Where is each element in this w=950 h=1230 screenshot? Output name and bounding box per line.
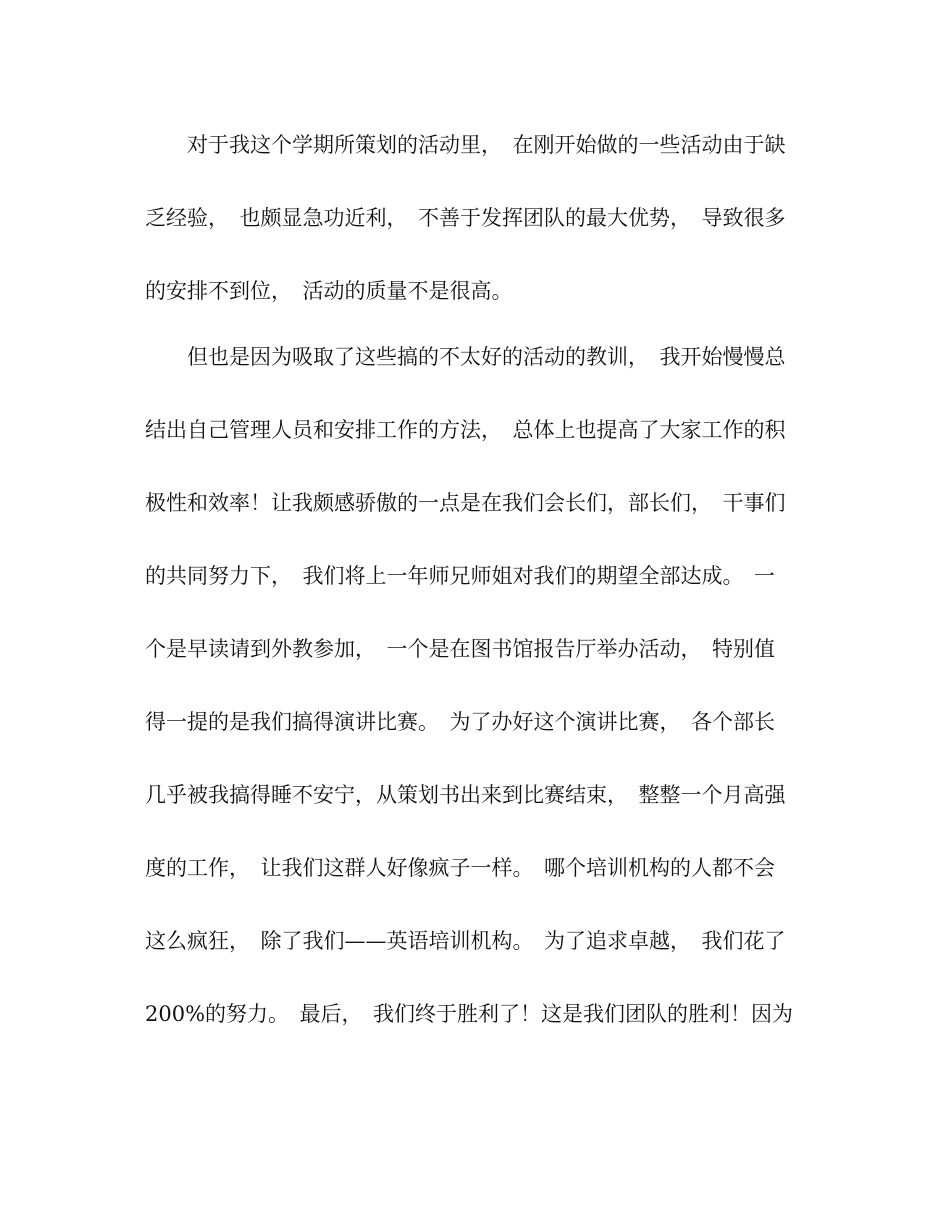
- text-line: 乏经验， 也颇显急功近利， 不善于发挥团队的最大优势， 导致很多: [145, 206, 786, 230]
- text-line: 200%的努力。 最后， 我们终于胜利了！这是我们团队的胜利！因为: [145, 1002, 794, 1026]
- text-line: 得一提的是我们搞得演讲比赛。 为了办好这个演讲比赛， 各个部长: [145, 710, 775, 734]
- text-line: 几乎被我搞得睡不安宁，从策划书出来到比赛结束， 整整一个月高强: [145, 783, 786, 807]
- text-line: 结出自己管理人员和安排工作的方法， 总体上也提高了大家工作的积: [145, 418, 786, 442]
- text-line: 但也是因为吸取了这些搞的不太好的活动的教训， 我开始慢慢总: [145, 345, 786, 369]
- body-text: [145, 125, 810, 1067]
- text-line: 的共同努力下， 我们将上一年师兄师姐对我们的期望全部达成。 一: [145, 564, 775, 588]
- paragraph-2: [145, 337, 810, 1067]
- text-line: 的安排不到位， 活动的质量不是很高。: [145, 279, 513, 303]
- text-line: 对于我这个学期所策划的活动里， 在刚开始做的一些活动由于缺: [145, 133, 786, 157]
- text-line: 个是早读请到外教参加， 一个是在图书馆报告厅举办活动， 特别值: [145, 637, 775, 661]
- text-line: 度的工作， 让我们这群人好像疯子一样。 哪个培训机构的人都不会: [145, 856, 775, 880]
- paragraph-1: [145, 125, 810, 337]
- text-line: 极性和效率！让我颇感骄傲的一点是在我们会长们，部长们， 干事们: [145, 491, 786, 515]
- text-line: 这么疯狂， 除了我们——英语培训机构。 为了追求卓越， 我们花了: [145, 929, 786, 953]
